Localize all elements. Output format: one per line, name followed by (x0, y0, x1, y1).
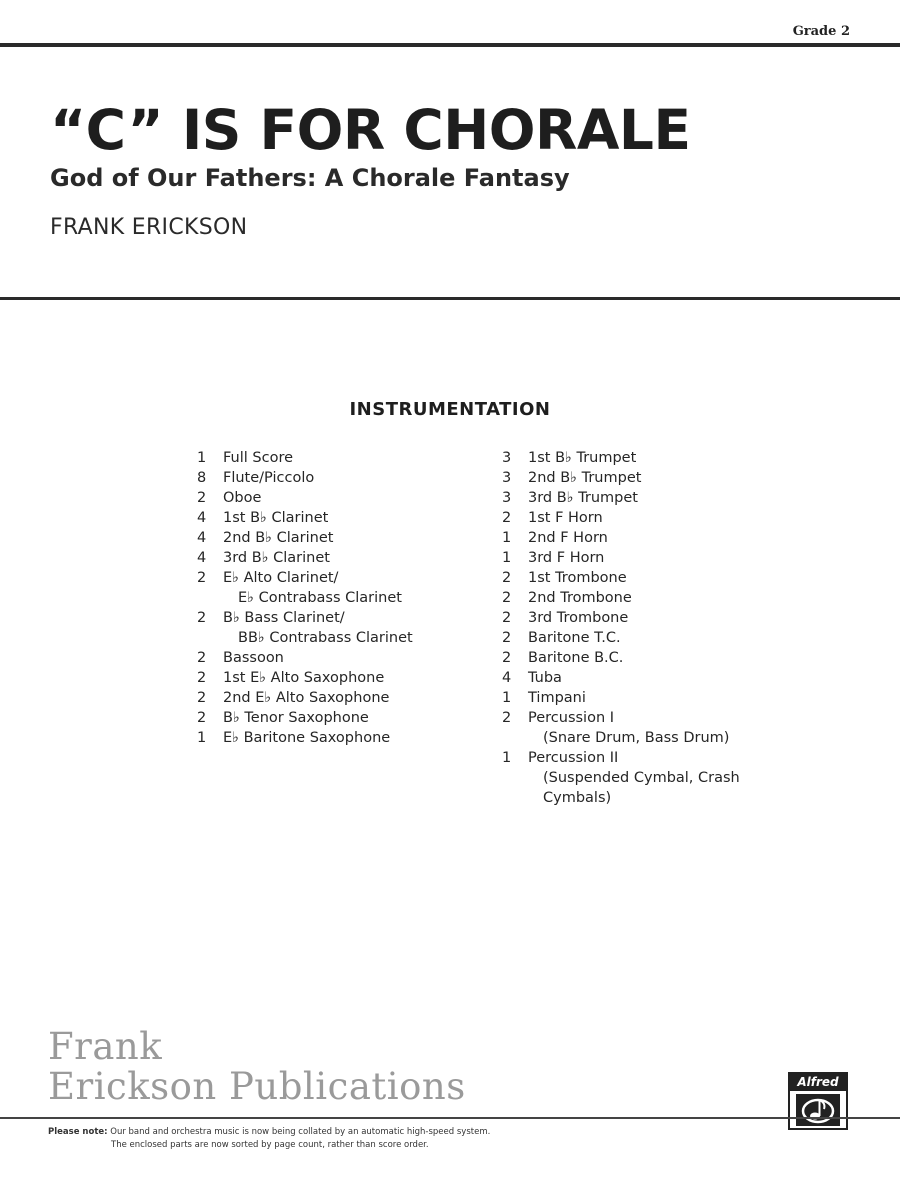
alfred-logo-text: Alfred (790, 1074, 846, 1091)
instrument-quantity (197, 628, 223, 648)
instrumentation-right-column (502, 448, 802, 808)
instrument-quantity: 2 (197, 570, 207, 586)
instrument-quantity: 1 (502, 550, 512, 566)
instrumentation-heading: INSTRUMENTATION (349, 399, 551, 420)
instrument-name: Percussion I (528, 710, 615, 726)
instrument-row (197, 548, 487, 568)
instrument-row (502, 768, 802, 788)
instrument-name: 2nd B♭ Trumpet (528, 470, 642, 486)
instrument-row (197, 708, 487, 728)
instrument-name: (Suspended Cymbal, Crash (543, 770, 740, 786)
footer-rule (0, 1117, 900, 1119)
instrument-row (502, 508, 802, 528)
instrument-name: 2nd Trombone (528, 590, 632, 606)
instrument-row (502, 688, 802, 708)
instrument-quantity: 4 (197, 550, 207, 566)
instrument-name: BB♭ Contrabass Clarinet (238, 630, 413, 646)
note-label: Please note: (48, 1127, 108, 1137)
instrument-row (197, 448, 487, 468)
instrument-quantity: 2 (502, 650, 512, 666)
instrument-quantity: 1 (502, 750, 512, 766)
instrument-row (502, 728, 802, 748)
instrument-quantity: 4 (502, 670, 512, 686)
instrument-row (197, 528, 487, 548)
instrument-row (502, 548, 802, 568)
instrument-quantity: 3 (502, 470, 512, 486)
instrument-name: Flute/Piccolo (223, 470, 315, 486)
instrument-name: 1st E♭ Alto Saxophone (223, 670, 385, 686)
instrument-row (197, 668, 487, 688)
instrument-quantity: 3 (502, 490, 512, 506)
alfred-logo (788, 1072, 848, 1130)
instrument-quantity: 2 (502, 630, 512, 646)
instrument-row (502, 528, 802, 548)
instrument-quantity: 1 (502, 690, 512, 706)
instrument-name: 1st B♭ Clarinet (223, 510, 329, 526)
instrument-quantity: 2 (197, 610, 207, 626)
music-note-icon (796, 1094, 840, 1126)
instrument-quantity: 2 (502, 510, 512, 526)
instrument-row (197, 468, 487, 488)
instrument-row (197, 688, 487, 708)
instrument-quantity: 2 (502, 610, 512, 626)
instrument-row (197, 628, 487, 648)
instrument-row (197, 508, 487, 528)
instrument-name: B♭ Tenor Saxophone (223, 710, 369, 726)
instrument-name: Bassoon (223, 650, 284, 666)
publisher-name (48, 1027, 466, 1107)
publisher-line-1: Frank (48, 1025, 163, 1068)
instrument-name: 1st B♭ Trumpet (528, 450, 637, 466)
instrument-name: E♭ Alto Clarinet/ (223, 570, 339, 586)
instrument-quantity: 2 (502, 570, 512, 586)
collation-note (48, 1126, 490, 1152)
instrument-row (197, 728, 487, 748)
instrument-name: 1st Trombone (528, 570, 627, 586)
instrument-quantity (502, 788, 528, 808)
instrument-name: (Snare Drum, Bass Drum) (543, 730, 730, 746)
instrument-name: 3rd Trombone (528, 610, 629, 626)
note-line-2: The enclosed parts are now sorted by page count, rather than score order. (111, 1140, 429, 1150)
section-rule (0, 297, 900, 300)
instrument-row (197, 588, 487, 608)
instrument-name: 3rd B♭ Trumpet (528, 490, 638, 506)
instrument-row (502, 668, 802, 688)
instrument-name: Baritone T.C. (528, 630, 621, 646)
instrument-quantity: 1 (502, 530, 512, 546)
instrument-name: Full Score (223, 450, 294, 466)
instrument-quantity: 2 (197, 650, 207, 666)
instrument-name: 3rd B♭ Clarinet (223, 550, 330, 566)
instrument-row (502, 608, 802, 628)
instrument-row (502, 588, 802, 608)
instrument-name: Cymbals) (543, 790, 612, 806)
instrument-row (197, 568, 487, 588)
instrument-quantity: 1 (197, 450, 207, 466)
instrument-row (502, 468, 802, 488)
instrument-quantity: 8 (197, 470, 207, 486)
composer-name: FRANK ERICKSON (50, 215, 248, 240)
publisher-line-2: Erickson Publications (48, 1065, 466, 1108)
instrument-quantity (502, 768, 528, 788)
instrument-quantity (502, 728, 528, 748)
instrument-row (502, 448, 802, 468)
instrument-name: 1st F Horn (528, 510, 603, 526)
instrument-quantity: 1 (197, 730, 207, 746)
instrument-row (502, 648, 802, 668)
page-subtitle: God of Our Fathers: A Chorale Fantasy (50, 164, 570, 192)
instrument-name: Baritone B.C. (528, 650, 624, 666)
instrument-name: Oboe (223, 490, 262, 506)
instrument-row (197, 608, 487, 628)
instrument-name: E♭ Baritone Saxophone (223, 730, 391, 746)
instrument-row (502, 788, 802, 808)
instrument-quantity (197, 588, 223, 608)
instrument-quantity: 2 (502, 710, 512, 726)
instrument-name: 3rd F Horn (528, 550, 605, 566)
instrument-quantity: 3 (502, 450, 512, 466)
instrument-quantity: 2 (197, 670, 207, 686)
instrument-row (502, 708, 802, 728)
instrument-name: 2nd F Horn (528, 530, 608, 546)
instrument-quantity: 2 (197, 710, 207, 726)
instrument-quantity: 4 (197, 530, 207, 546)
instrument-quantity: 2 (502, 590, 512, 606)
instrument-name: E♭ Contrabass Clarinet (238, 590, 402, 606)
instrument-name: Percussion II (528, 750, 619, 766)
note-line-1: Our band and orchestra music is now being collated by an automatic high-speed system. (110, 1127, 491, 1137)
instrument-quantity: 2 (197, 490, 207, 506)
instrument-name: 2nd B♭ Clarinet (223, 530, 334, 546)
page-title: “C” IS FOR CHORALE (50, 98, 691, 162)
instrument-quantity: 4 (197, 510, 207, 526)
instrument-row (502, 748, 802, 768)
instrument-name: B♭ Bass Clarinet/ (223, 610, 345, 626)
instrument-row (502, 568, 802, 588)
instrument-name: Tuba (528, 670, 562, 686)
instrument-row (197, 648, 487, 668)
instrumentation-left-column (197, 448, 487, 748)
top-rule (0, 43, 900, 47)
instrument-quantity: 2 (197, 690, 207, 706)
grade-label: Grade 2 (792, 24, 850, 39)
instrument-row (197, 488, 487, 508)
instrument-row (502, 488, 802, 508)
instrument-name: 2nd E♭ Alto Saxophone (223, 690, 390, 706)
instrument-name: Timpani (528, 690, 586, 706)
instrument-row (502, 628, 802, 648)
